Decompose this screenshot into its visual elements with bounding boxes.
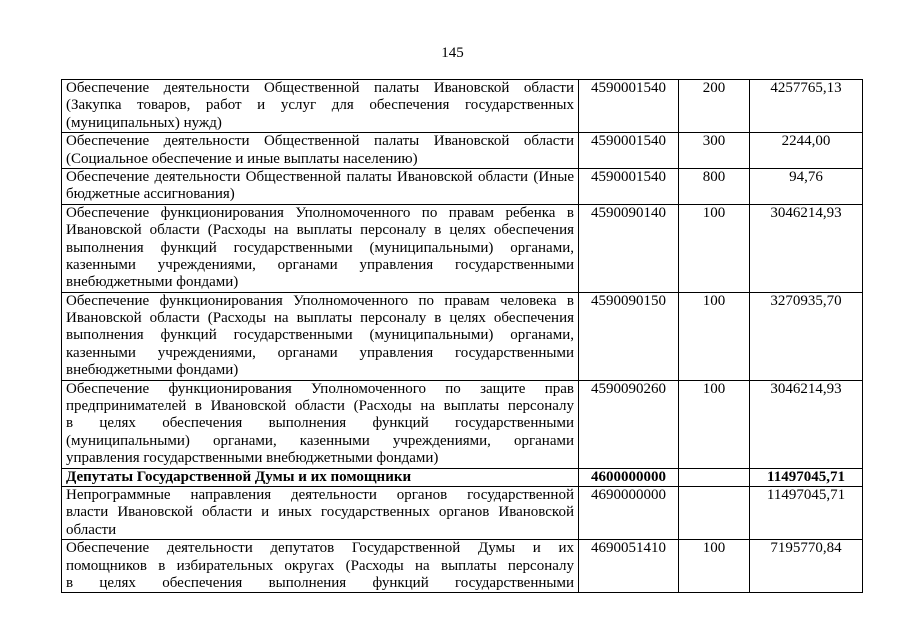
budget-table	[61, 79, 863, 593]
row-name-line: власти Ивановской области и иных государственных органов Ивановской	[66, 504, 574, 521]
table-row	[62, 380, 863, 468]
row-name	[62, 204, 579, 292]
row-sum: 2244,00	[750, 133, 863, 169]
row-name-line: внебюджетными фондами)	[66, 274, 239, 291]
row-name-line: помощников в избирательных округах (Расходы на выплаты персоналу	[66, 557, 574, 574]
row-name-line: (муниципальными) органами, казенными учреждениями, органами	[66, 432, 574, 449]
row-name-line: внебюджетными фондами)	[66, 362, 239, 379]
row-name-line: Непрограммные направления деятельности органов государственной	[66, 487, 574, 503]
row-name	[62, 487, 579, 540]
row-expense-type: 100	[679, 380, 750, 468]
table-row	[62, 168, 863, 204]
row-name-line: выполнения функций государственными (муниципальными) органами,	[66, 239, 574, 256]
row-code: 4590090140	[579, 204, 679, 292]
row-sum: 3046214,93	[750, 380, 863, 468]
row-expense-type: 100	[679, 292, 750, 380]
row-expense-type: 200	[679, 80, 750, 133]
row-name-line: (Закупка товаров, работ и услуг для обеспечения государственных	[66, 97, 574, 114]
row-expense-type: 800	[679, 168, 750, 204]
row-name-line: Обеспечение функционирования Уполномоченного по защите прав	[66, 380, 574, 397]
row-name-line: Обеспечение деятельности Общественной палаты Ивановской области	[66, 80, 574, 96]
row-name-line: казенными учреждениями, органами управления государственными	[66, 344, 574, 361]
row-name-line: Ивановской области (Расходы на выплаты персоналу в целях обеспечения	[66, 222, 574, 239]
row-expense-type	[679, 487, 750, 540]
row-code: 4600000000	[579, 468, 679, 486]
row-sum: 4257765,13	[750, 80, 863, 133]
row-name-line: Обеспечение функционирования Уполномоченного по правам человека в	[66, 292, 574, 309]
row-code: 4590001540	[579, 133, 679, 169]
table-row	[62, 468, 863, 486]
row-name-line: бюджетные ассигнования)	[66, 186, 235, 203]
row-code: 4590090260	[579, 380, 679, 468]
table-row	[62, 292, 863, 380]
table-row	[62, 487, 863, 540]
row-name-line: Обеспечение деятельности Общественной палаты Ивановской области (Иные	[66, 168, 574, 185]
row-name-line: предпринимателей в Ивановской области (Расходы на выплаты персоналу	[66, 398, 574, 415]
table-row	[62, 80, 863, 133]
row-name-line: управления государственными внебюджетными фондами)	[66, 450, 439, 467]
row-name-line: Ивановской области (Расходы на выплаты персоналу в целях обеспечения	[66, 310, 574, 327]
row-name-line: (Социальное обеспечение и иные выплаты населению)	[66, 150, 418, 167]
row-name-line: в целях обеспечения выполнения функций государственными	[66, 574, 574, 591]
table-row	[62, 540, 863, 593]
row-name	[62, 540, 579, 593]
row-code: 4590001540	[579, 168, 679, 204]
row-name-line: области	[66, 521, 117, 538]
row-expense-type: 100	[679, 204, 750, 292]
row-name-line: Депутаты Государственной Думы и их помощники	[66, 468, 412, 485]
row-name-line: (муниципальных) нужд)	[66, 114, 222, 131]
row-name	[62, 168, 579, 204]
row-code: 4690051410	[579, 540, 679, 593]
row-name	[62, 80, 579, 133]
row-name-line: казенными учреждениями, органами управления государственными	[66, 256, 574, 273]
table-row	[62, 133, 863, 169]
row-sum: 3270935,70	[750, 292, 863, 380]
row-code: 4590001540	[579, 80, 679, 133]
row-name	[62, 468, 579, 486]
row-sum: 11497045,71	[750, 487, 863, 540]
row-sum: 3046214,93	[750, 204, 863, 292]
row-name-line: в целях обеспечения выполнения функций государственными	[66, 415, 574, 432]
row-name	[62, 292, 579, 380]
row-name-line: Обеспечение функционирования Уполномоченного по правам ребенка в	[66, 204, 574, 221]
row-name-line: выполнения функций государственными (муниципальными) органами,	[66, 327, 574, 344]
row-name	[62, 380, 579, 468]
row-expense-type: 300	[679, 133, 750, 169]
row-name-line: Обеспечение деятельности Общественной палаты Ивановской области	[66, 133, 574, 150]
row-expense-type	[679, 468, 750, 486]
page-number: 145	[441, 45, 464, 61]
row-sum: 7195770,84	[750, 540, 863, 593]
row-sum: 94,76	[750, 168, 863, 204]
row-name-line: Обеспечение деятельности депутатов Государственной Думы и их	[66, 540, 574, 557]
row-expense-type: 100	[679, 540, 750, 593]
table-row	[62, 204, 863, 292]
row-name	[62, 133, 579, 169]
row-code: 4590090150	[579, 292, 679, 380]
row-sum: 11497045,71	[750, 468, 863, 486]
row-code: 4690000000	[579, 487, 679, 540]
